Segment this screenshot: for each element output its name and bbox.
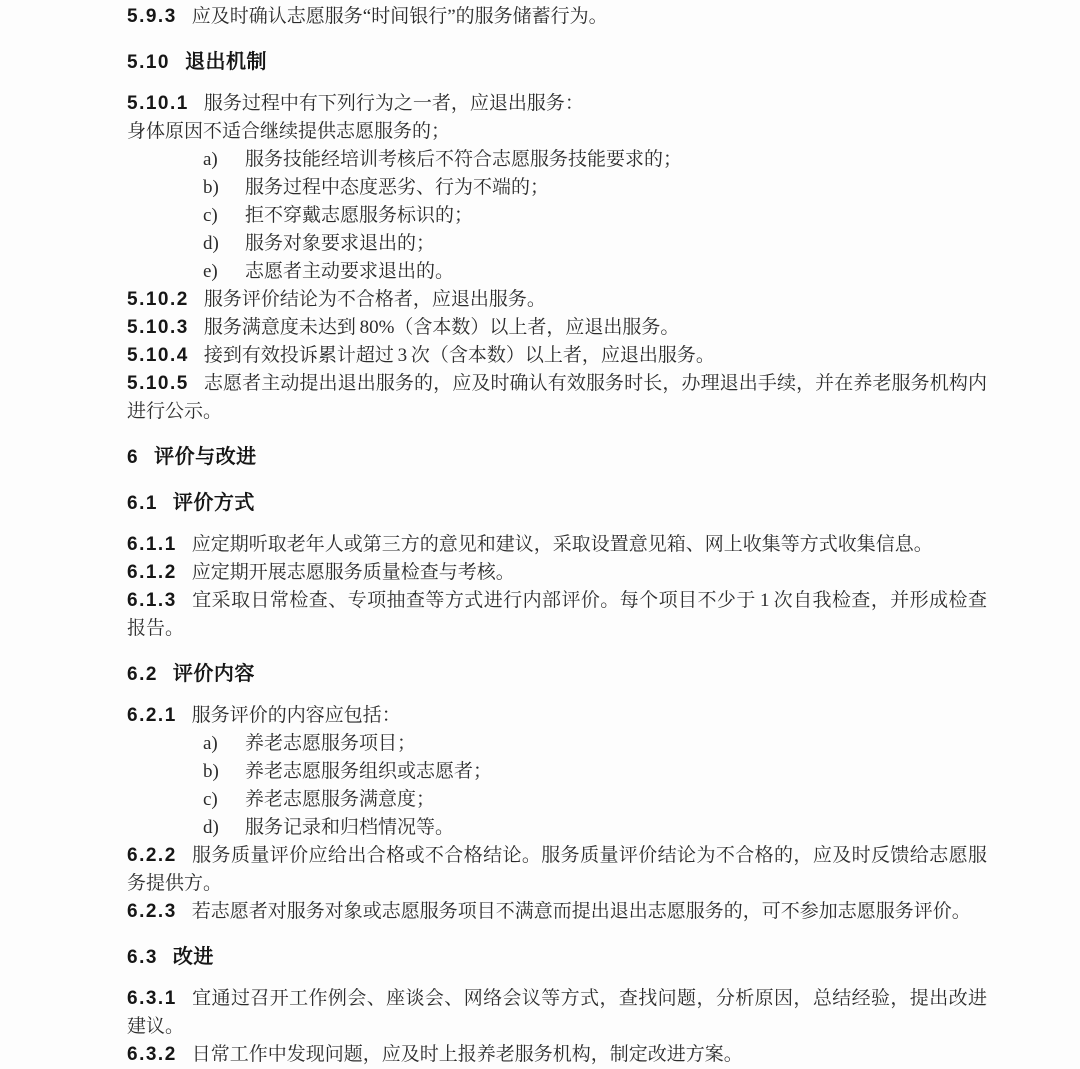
clause-paragraph (127, 898, 987, 926)
clause-text: 接到有效投诉累计超过 3 次（含本数）以上者，应退出服务。 (203, 345, 715, 366)
clause-number: 5.9.3 (127, 6, 177, 27)
section-number: 5.10 (127, 52, 170, 73)
clause-text: 服务评价结论为不合格者，应退出服务。 (203, 289, 546, 310)
list-item (127, 814, 987, 842)
clause-text: 应及时确认志愿服务“时间银行”的服务储蓄行为。 (191, 6, 608, 27)
list-item (127, 730, 987, 758)
clause-paragraph (127, 342, 987, 370)
list-item (127, 146, 987, 174)
clause-text: 服务满意度未达到 80%（含本数）以上者，应退出服务。 (203, 317, 680, 338)
list-item-text: 拒不穿戴志愿服务标识的； (245, 205, 474, 226)
clause-text: 宜通过召开工作例会、座谈会、网络会议等方式，查找问题，分析原因，总结经验，提出改进建议。 (127, 988, 987, 1037)
section-title: 退出机制 (184, 51, 267, 73)
clause-text: 志愿者主动提出退出服务的，应及时确认有效服务时长，办理退出手续，并在养老服务机构内进行公示。 (127, 373, 987, 422)
list-item-text: 服务记录和归档情况等。 (245, 817, 455, 838)
clause-paragraph (127, 702, 987, 730)
list-item (127, 202, 987, 230)
list-item-marker: b) (203, 761, 219, 782)
clause-paragraph (127, 314, 987, 342)
section-heading (127, 943, 987, 972)
clause-number: 6.3.2 (127, 1044, 177, 1065)
clause-paragraph (127, 559, 987, 587)
list-item-text: 服务技能经培训考核后不符合志愿服务技能要求的； (245, 149, 683, 170)
clause-number: 6.1.2 (127, 562, 177, 583)
list-item-marker: e) (203, 261, 218, 282)
section-heading (127, 443, 987, 472)
clause-number: 5.10.1 (127, 93, 189, 114)
list-item (127, 230, 987, 258)
clause-paragraph (127, 1041, 987, 1069)
clause-number: 6.2.2 (127, 845, 177, 866)
section-title: 评价内容 (172, 663, 255, 685)
list-item-marker: d) (203, 817, 219, 838)
clause-text: 应定期开展志愿服务质量检查与考核。 (191, 562, 515, 583)
clause-paragraph (127, 3, 987, 31)
clause-paragraph (127, 842, 987, 898)
section-number: 6.3 (127, 947, 158, 968)
clause-text: 服务质量评价应给出合格或不合格结论。服务质量评价结论为不合格的，应及时反馈给志愿服务提供方。 (127, 845, 987, 894)
paragraph-text: 身体原因不适合继续提供志愿服务的； (127, 121, 451, 142)
section-number: 6 (127, 447, 140, 468)
clause-text: 服务评价的内容应包括： (191, 705, 401, 726)
section-title: 评价与改进 (154, 446, 257, 468)
list-item-marker: d) (203, 233, 219, 254)
clause-text: 应定期听取老年人或第三方的意见和建议，采取设置意见箱、网上收集等方式收集信息。 (191, 534, 933, 555)
section-title: 评价方式 (172, 492, 255, 514)
clause-paragraph (127, 531, 987, 559)
list-item-text: 服务过程中态度恶劣、行为不端的； (245, 177, 550, 198)
list-item-marker: a) (203, 733, 218, 754)
list-item (127, 758, 987, 786)
clause-number: 6.2.3 (127, 901, 177, 922)
clause-text: 宜采取日常检查、专项抽查等方式进行内部评价。每个项目不少于 1 次自我检查，并形成检查报告。 (127, 590, 987, 639)
clause-paragraph (127, 985, 987, 1041)
list-item (127, 786, 987, 814)
clause-number: 5.10.2 (127, 289, 189, 310)
list-item (127, 174, 987, 202)
clause-text: 服务过程中有下列行为之一者，应退出服务： (203, 93, 584, 114)
section-number: 6.2 (127, 664, 158, 685)
list-item-text: 养老志愿服务组织或志愿者； (245, 761, 493, 782)
clause-text: 日常工作中发现问题，应及时上报养老服务机构，制定改进方案。 (191, 1044, 743, 1065)
clause-number: 6.1.3 (127, 590, 177, 611)
section-heading (127, 489, 987, 518)
list-item-text: 养老志愿服务项目； (245, 733, 417, 754)
list-item-text: 养老志愿服务满意度； (245, 789, 436, 810)
clause-number: 6.2.1 (127, 705, 177, 726)
continuation-paragraph (127, 118, 987, 146)
list-item-marker: b) (203, 177, 219, 198)
clause-text: 若志愿者对服务对象或志愿服务项目不满意而提出退出志愿服务的，可不参加志愿服务评价。 (191, 901, 971, 922)
clause-number: 5.10.4 (127, 345, 189, 366)
list-item-marker: a) (203, 149, 218, 170)
clause-number: 6.1.1 (127, 534, 177, 555)
clause-paragraph (127, 286, 987, 314)
clause-paragraph (127, 90, 987, 118)
clause-number: 5.10.3 (127, 317, 189, 338)
list-item-text: 服务对象要求退出的； (245, 233, 436, 254)
clause-number: 6.3.1 (127, 988, 177, 1009)
section-heading (127, 48, 987, 77)
section-number: 6.1 (127, 493, 158, 514)
list-item-marker: c) (203, 789, 218, 810)
clause-paragraph (127, 370, 987, 426)
list-item-text: 志愿者主动要求退出的。 (245, 261, 455, 282)
section-title: 改进 (172, 946, 214, 968)
clause-paragraph (127, 587, 987, 643)
list-item-marker: c) (203, 205, 218, 226)
section-heading (127, 660, 987, 689)
clause-number: 5.10.5 (127, 373, 189, 394)
list-item (127, 258, 987, 286)
